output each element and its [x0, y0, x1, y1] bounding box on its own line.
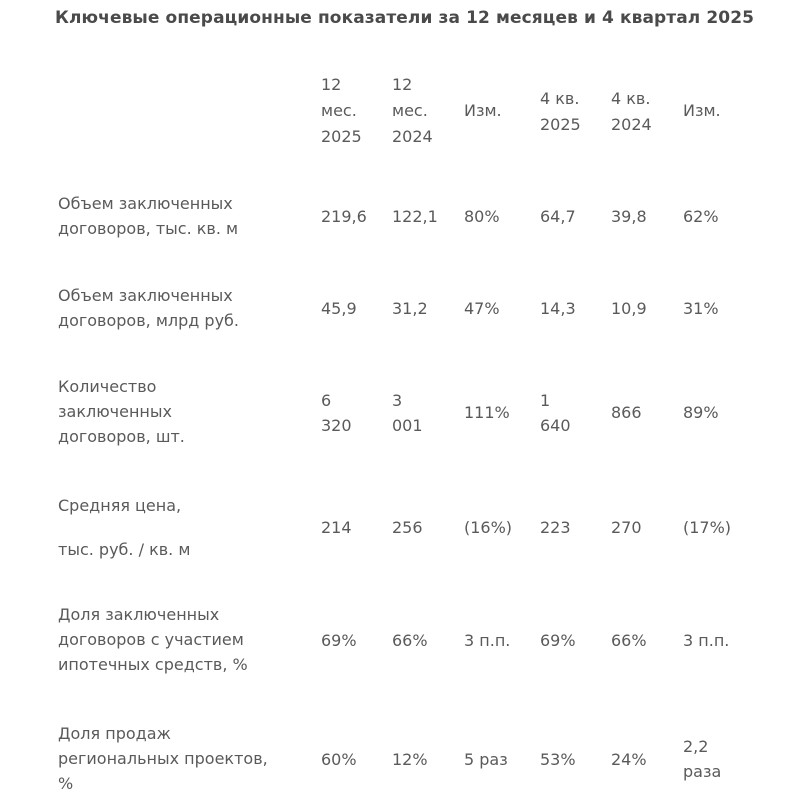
cell-value: 2,2 раза [683, 737, 722, 781]
page-title: Ключевые операционные показатели за 12 месяцев и 4 квартал 2025 [55, 8, 755, 28]
cell-value: 89% [683, 403, 719, 422]
cell-value: 3 п.п. [464, 631, 511, 650]
cell-value: 256 [392, 518, 423, 537]
cell-value: (17%) [683, 518, 732, 537]
cell-value: 31% [683, 299, 719, 318]
row-label-contract-count: Количество заключенных договоров, шт. [58, 377, 185, 446]
cell-value: 69% [540, 631, 576, 650]
cell-value: 866 [611, 403, 642, 422]
cell-value: (16%) [464, 518, 513, 537]
cell-value: 24% [611, 750, 647, 769]
cell-value: 53% [540, 750, 576, 769]
row-label-average-price: Средняя цена, [58, 496, 182, 515]
cell-value: 122,1 [392, 207, 438, 226]
cell-value: 111% [464, 403, 510, 422]
row-label-mortgage-share: Доля заключенных договоров с участием ипотечных средств, % [58, 605, 248, 674]
cell-value: 45,9 [321, 299, 357, 318]
header-12m-2024: 12 мес. 2024 [392, 75, 433, 146]
cell-value: 6 320 [321, 391, 352, 435]
cell-value: 14,3 [540, 299, 576, 318]
cell-value: 223 [540, 518, 571, 537]
cell-value: 62% [683, 207, 719, 226]
cell-value: 3 001 [392, 391, 423, 435]
header-change-q4: Изм. [683, 101, 721, 120]
cell-value: 12% [392, 750, 428, 769]
cell-value: 66% [392, 631, 428, 650]
cell-value: 31,2 [392, 299, 428, 318]
row-label-contract-volume-rub: Объем заключенных договоров, млрд руб. [58, 286, 239, 330]
header-change-12m: Изм. [464, 101, 502, 120]
row-label-average-price-unit: тыс. руб. / кв. м [58, 540, 191, 559]
cell-value: 214 [321, 518, 352, 537]
header-q4-2025: 4 кв. 2025 [540, 89, 581, 134]
cell-value: 69% [321, 631, 357, 650]
header-12m-2025: 12 мес. 2025 [321, 75, 362, 146]
cell-value: 10,9 [611, 299, 647, 318]
cell-value: 219,6 [321, 207, 367, 226]
cell-value: 64,7 [540, 207, 576, 226]
cell-value: 39,8 [611, 207, 647, 226]
cell-value: 1 640 [540, 391, 571, 435]
cell-value: 60% [321, 750, 357, 769]
cell-value: 66% [611, 631, 647, 650]
cell-value: 3 п.п. [683, 631, 730, 650]
row-label-contract-volume-sqm: Объем заключенных договоров, тыс. кв. м [58, 194, 239, 238]
header-q4-2024: 4 кв. 2024 [611, 89, 652, 134]
cell-value: 47% [464, 299, 500, 318]
cell-value: 5 раз [464, 750, 508, 769]
cell-value: 80% [464, 207, 500, 226]
row-label-regional-share: Доля продаж региональных проектов, % [58, 724, 268, 793]
cell-value: 270 [611, 518, 642, 537]
